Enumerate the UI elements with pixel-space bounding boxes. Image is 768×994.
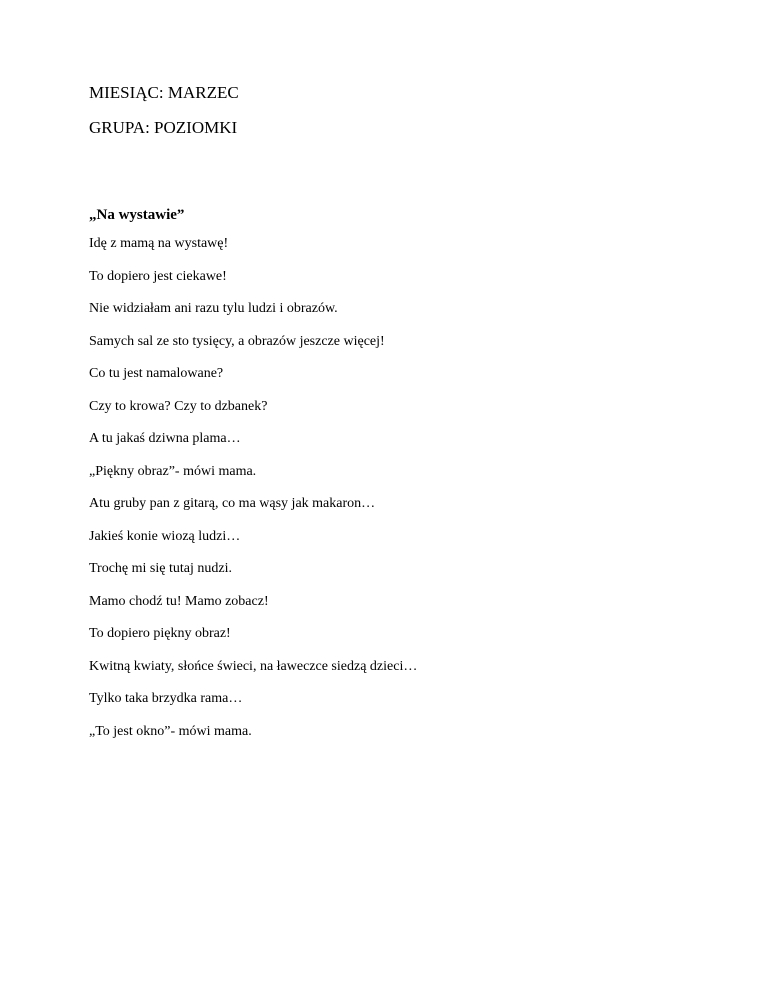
poem-line: To dopiero jest ciekawe! xyxy=(89,268,227,284)
poem-line: Atu gruby pan z gitarą, co ma wąsy jak makaron… xyxy=(89,496,376,511)
poem-line: Samych sal ze sto tysięcy, a obrazów jeszcze więcej! xyxy=(89,333,385,349)
poem-title: „Na wystawie” xyxy=(89,207,185,223)
poem-line: „Piękny obraz”- mówi mama. xyxy=(89,463,257,479)
poem-line: Mamo chodź tu! Mamo zobacz! xyxy=(89,593,269,609)
poem-body xyxy=(89,236,417,756)
poem-line: To dopiero piękny obraz! xyxy=(89,626,231,641)
poem-line: Trochę mi się tutaj nudzi. xyxy=(89,561,232,576)
poem-line: Czy to krowa? Czy to dzbanek? xyxy=(89,398,268,414)
group-heading: GRUPA: POZIOMKI xyxy=(89,118,238,137)
poem-line: Idę z mamą na wystawę! xyxy=(89,236,229,251)
poem-line: A tu jakaś dziwna plama… xyxy=(89,431,241,446)
poem-line: Kwitną kwiaty, słońce świeci, na ławeczce siedzą dzieci… xyxy=(89,658,418,674)
poem-line: Jakieś konie wiozą ludzi… xyxy=(89,528,241,544)
poem-line: Nie widziałam ani razu tylu ludzi i obrazów. xyxy=(89,301,338,316)
poem-line: Co tu jest namalowane? xyxy=(89,366,224,381)
poem-line: „To jest okno”- mówi mama. xyxy=(89,723,252,739)
poem-line: Tylko taka brzydka rama… xyxy=(89,691,243,706)
month-heading: MIESIĄC: MARZEC xyxy=(89,83,239,102)
